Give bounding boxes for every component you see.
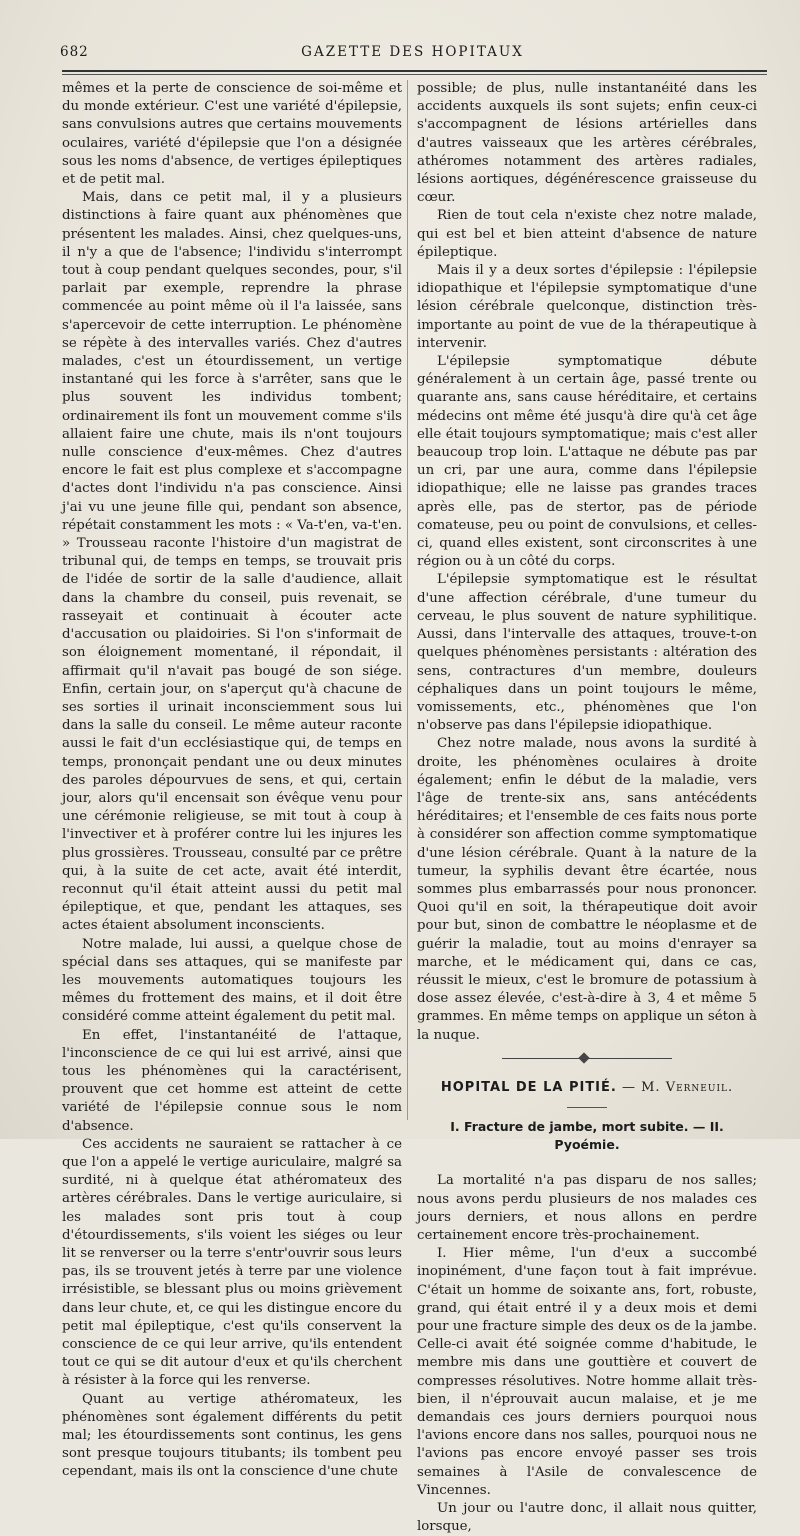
title-dash: — M. — [616, 1079, 666, 1095]
running-title: GAZETTE DES HOPITAUX — [301, 44, 524, 60]
paragraph: Notre malade, lui aussi, a quelque chose de spécial dans ses attaques, qui se manifeste par les mouvements automatiques toujours les mêmes du frottement des mains, et il doit être considéré comme atteint également du petit mal. — [62, 936, 402, 1025]
section-author: Verneuil. — [665, 1079, 734, 1095]
right-column — [417, 80, 757, 1536]
paragraph: Mais il y a deux sortes d'épilepsie : l'épilepsie idiopathique et l'épilepsie symptomatique d'une lésion cérébrale quelconque, distinction très-importante au point de vue de la thérapeutique à intervenir. — [417, 263, 757, 351]
column-separator — [407, 80, 408, 1120]
paragraph: Chez notre malade, nous avons la surdité à droite, les phénomènes oculaires à droite également; enfin le début de la maladie, vers l'âge de trente-six ans, sans antécédents héréditaires; et l'ensemble de ces faits nous porte à considérer son affection comme symptomatique d'une lésion cérébrale. Quant à la nature de la tumeur, la syphilis devant être écartée, nous sommes plus embarrassés pour nous prononcer. Quoi qu'il en soit, la thérapeutique doit avoir pour but, sinon de combattre le néoplasme et de guérir la maladie, tout au moins d'enrayer sa marche, et le médicament qui, dans ce cas, réussit le mieux, c'est le bromure de potassium à dose assez élevée, c'est-à-dire à 3, 4 et même 5 grammes. En même temps on applique un séton à la nuque. — [417, 736, 757, 1043]
page-number: 682 — [60, 44, 89, 60]
paragraph: Quant au vertige athéromateux, les phénomènes sont également différents du petit mal; les étourdissements sont continus, les gens sont presque toujours titubants; ils tombent peu cependant, mais ils ont la conscience d'une chute — [62, 1391, 402, 1480]
paragraph: I. Hier même, l'un d'eux a succombé inopinément, d'une façon tout à fait imprévue. C'était un homme de soixante ans, fort, robuste, grand, qui était entré il y a deux mois et demi pour une fracture simple des deux os de la jambe. Celle-ci avait été soignée comme d'habitude, le membre mis dans une gouttière et couvert de compresses résolutives. Notre homme allait très-bien, il n'éprouvait aucun malaise, et je me demandais ces jours derniers pourquoi nous l'avions encore dans nos salles, pourquoi nous ne l'avions pas encore envoyé passer ses trois semaines à l'Asile de convalescence de Vincennes. — [417, 1246, 757, 1498]
divider — [567, 1107, 607, 1108]
paragraph: Rien de tout cela n'existe chez notre malade, qui est bel et bien atteint d'absence de nature épileptique. — [417, 208, 757, 260]
paragraph: Ces accidents ne sauraient se rattacher à ce que l'on a appelé le vertige auriculaire, malgré sa surdité, ni à quelque état athéromateux des artères cérébrales. Dans le vertige auriculaire, si les malades sont pris tout à coup d'étourdissements, s'ils voient les siéges ou leur lit se renverser ou la terre s'entr'ouvrir sous leurs pas, ils se trouvent jetés à terre par une violence irrésistible, se blessant plus ou moins grièvement dans leur chute, et, ce qui les distingue encore du petit mal épileptique, c'est qu'ils conservent la conscience de ce qui leur arrive, qu'ils entendent tout ce qui se dit autour d'eux et qu'ils cherchent à résister à la force qui les renverse. — [62, 1136, 402, 1389]
paragraph: En effet, l'instantanéité de l'attaque, l'inconscience de ce qui lui est arrivé, ainsi que tous les phénomènes qui la caractérisent, prouvent que cet homme est atteint de cette variété de l'épilepsie connue sous le nom d'absence. — [62, 1027, 402, 1134]
paragraph: L'épilepsie symptomatique est le résultat d'une affection cérébrale, d'une tumeur du cerveau, le plus souvent de nature syphilitique. Aussi, dans l'intervalle des attaques, trouve-t-on quelques phénomènes persistants : altération des sens, contractures d'un membre, douleurs céphaliques dans un point toujours le même, vomissements, etc., phénomènes que l'on n'observe pas dans l'épilepsie idiopathique. — [417, 572, 757, 734]
section-title — [417, 1079, 757, 1097]
page-header — [60, 44, 765, 64]
paragraph: Mais, dans ce petit mal, il y a plusieurs distinctions à faire quant aux phénomènes que présentent les malades. Ainsi, chez quelques-uns, il n'y a que de l'absence; l'individu s'interrompt tout à coup pendant quelques secondes, pour, s'il parlait par exemple, reprendre la phrase commencée au point même où il l'a laissée, sans s'apercevoir de cette interruption. Le phénomène se répète à des intervalles variés. Chez d'autres malades, c'est un étourdissement, un vertige instantané qui les force à s'arrêter, sans que le plus souvent les individus tombent; ordinairement ils font un mouvement comme s'ils allaient faire une chute, mais ils n'ont toujours nulle conscience d'eux-mêmes. Chez d'autres encore le fait est plus complexe et s'accompagne d'actes dont l'individu n'a pas conscience. Ainsi j'ai vu une jeune fille qui, pendant son absence, répétait constamment les mots : « Va-t'en, va-t'en. » Trousseau raconte l'histoire d'un magistrat de tribunal qui, de temps en temps, se trouvait pris de l'idée de sortir de la salle d'audience, allait dans la chambre du conseil, puis revenait, se rasseyait et continuait à écouter acte d'accusation ou plaidoiries. Si l'on s'informait de son éloignement momentané, il répondait, il affirmait qu'il n'avait pas bougé de son siége. Enfin, certain jour, on s'aperçut qu'à chacune de ses sorties il urinait inconsciemment sous lui dans la salle du conseil. Le même auteur raconte aussi le fait d'un ecclésiastique qui, de temps en temps, prononçait pendant une ou deux minutes des paroles dépourvues de sens, et qui, certain jour, alors qu'il encensait son évêque venu pour une cérémonie religieuse, se mit tout à coup à l'invectiver et à proférer contre lui les injures les plus grossières. Trousseau, consulté par ce prêtre qui, à la suite de cet acte, avait été interdit, reconnut qu'il était atteint aussi du petit mal épileptique, et que, pendant les attaques, ses actes étaient absolument inconscients. — [62, 190, 402, 934]
left-column — [62, 80, 402, 1482]
paragraph: La mortalité n'a pas disparu de nos salles; nous avons perdu plusieurs de nos malades ces jours derniers, et nous allons en perdre certainement encore très-prochainement. — [417, 1173, 757, 1243]
section-ornament — [502, 1053, 672, 1063]
header-rule — [62, 70, 767, 72]
header-rule-thin — [62, 74, 767, 75]
paragraph: Un jour ou l'autre donc, il allait nous quitter, lorsque, — [417, 1501, 757, 1535]
paragraph: L'épilepsie symptomatique débute généralement à un certain âge, passé trente ou quarante ans, sans cause héréditaire, et certains médecins ont même été jusqu'à dire qu'à cet âge elle était toujours symptomatique; mais c'est aller beaucoup trop loin. L'attaque ne débute pas par un cri, par une aura, comme dans l'épilepsie idiopathique; elle ne laisse pas grandes traces après elle, pas de stertor, pas de période comateuse, peu ou point de convulsions, et celles-ci, quand elles existent, sont circonscrites à une région ou à un côté du corps. — [417, 354, 757, 570]
paragraph: possible; de plus, nulle instantanéité dans les accidents auxquels ils sont sujets; enfin ceux-ci s'accompagnent de lésions artérielles dans d'autres vaisseaux que les artères cérébrales, athéromes notamment des artères radiales, lésions aortiques, dégénérescence graisseuse du cœur. — [417, 81, 757, 206]
section-subheading: I. Fracture de jambe, mort subite. — II. Pyoémie. — [450, 1118, 724, 1153]
hospital-name: HOPITAL DE LA PITIÉ. — [440, 1079, 617, 1095]
paragraph: mêmes et la perte de conscience de soi-même et du monde extérieur. C'est une variété d'épilepsie, sans convulsions autres que certains mouvements oculaires, variété d'épilepsie que l'on a désignée sous les noms d'absence, de vertiges épileptiques et de petit mal. — [62, 81, 402, 188]
